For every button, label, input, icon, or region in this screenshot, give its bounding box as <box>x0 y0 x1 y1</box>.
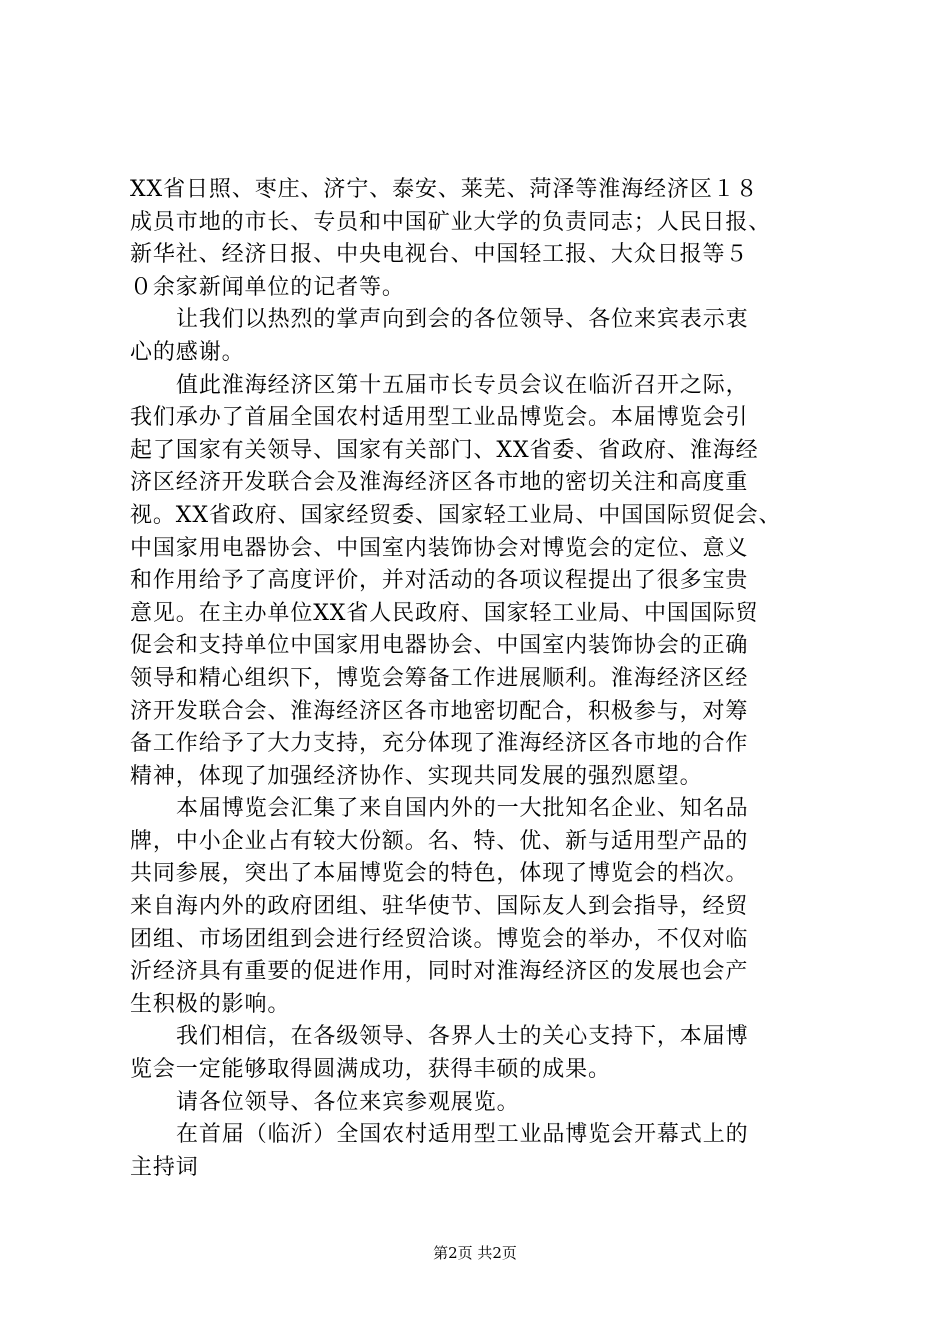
text-line: 在首届（临沂）全国农村适用型工业品博览会开幕式上的 <box>176 1122 749 1148</box>
text-line: 让我们以热烈的掌声向到会的各位领导、各位来宾表示衷 <box>176 307 749 333</box>
text-line: 视。XX省政府、国家经贸委、国家轻工业局、中国国际贸促会、 <box>130 502 782 528</box>
text-line: 我们承办了首届全国农村适用型工业品博览会。本届博览会引 <box>130 405 749 431</box>
text-line: 中国家用电器协会、中国室内装饰协会对博览会的定位、意义 <box>130 535 749 561</box>
text-line: 沂经济具有重要的促进作用，同时对淮海经济区的发展也会产 <box>130 959 749 985</box>
text-line: 本届博览会汇集了来自国内外的一大批知名企业、知名品 <box>176 796 749 822</box>
page-footer: 第2页 共2页 <box>433 1244 517 1262</box>
text-line: 团组、市场团组到会进行经贸洽谈。博览会的举办，不仅对临 <box>130 926 749 952</box>
text-line: 和作用给予了高度评价，并对活动的各项议程提出了很多宝贵 <box>130 568 749 594</box>
text-line: 新华社、经济日报、中央电视台、中国轻工报、大众日报等５ <box>130 242 749 268</box>
text-line: 起了国家有关领导、国家有关部门、XX省委、省政府、淮海经 <box>130 437 759 463</box>
text-line: 备工作给予了大力支持，充分体现了淮海经济区各市地的合作 <box>130 731 749 757</box>
text-line: 值此淮海经济区第十五届市长专员会议在临沂召开之际， <box>176 372 749 398</box>
text-line: 领导和精心组织下，博览会筹备工作进展顺利。淮海经济区经 <box>130 665 749 691</box>
text-line: 济开发联合会、淮海经济区各市地密切配合，积极参与，对筹 <box>130 698 749 724</box>
document-body <box>130 174 840 1184</box>
text-line: ０余家新闻单位的记者等。 <box>130 274 405 300</box>
text-line: 成员市地的市长、专员和中国矿业大学的负责同志；人民日报、 <box>130 209 772 235</box>
text-line: 来自海内外的政府团组、驻华使节、国际友人到会指导，经贸 <box>130 894 749 920</box>
text-line: 我们相信，在各级领导、各界人士的关心支持下，本届博 <box>176 1024 749 1050</box>
text-line: 生积极的影响。 <box>130 991 291 1017</box>
text-line: 促会和支持单位中国家用电器协会、中国室内装饰协会的正确 <box>130 633 749 659</box>
text-line: 牌，中小企业占有较大份额。名、特、优、新与适用型产品的 <box>130 828 749 854</box>
text-line: 意见。在主办单位XX省人民政府、国家轻工业局、中国国际贸 <box>130 600 759 626</box>
text-line: 济区经济开发联合会及淮海经济区各市地的密切关注和高度重 <box>130 470 749 496</box>
text-line: XX省日照、枣庄、济宁、泰安、莱芜、菏泽等淮海经济区１８ <box>130 177 759 202</box>
text-line: 精神，体现了加强经济协作、实现共同发展的强烈愿望。 <box>130 763 703 789</box>
text-line: 览会一定能够取得圆满成功，获得丰硕的成果。 <box>130 1057 611 1083</box>
text-line: 请各位领导、各位来宾参观展览。 <box>176 1089 520 1115</box>
text-line: 共同参展，突出了本届博览会的特色，体现了博览会的档次。 <box>130 861 749 887</box>
text-line: 心的感谢。 <box>130 339 245 365</box>
text-line: 主持词 <box>130 1154 199 1180</box>
